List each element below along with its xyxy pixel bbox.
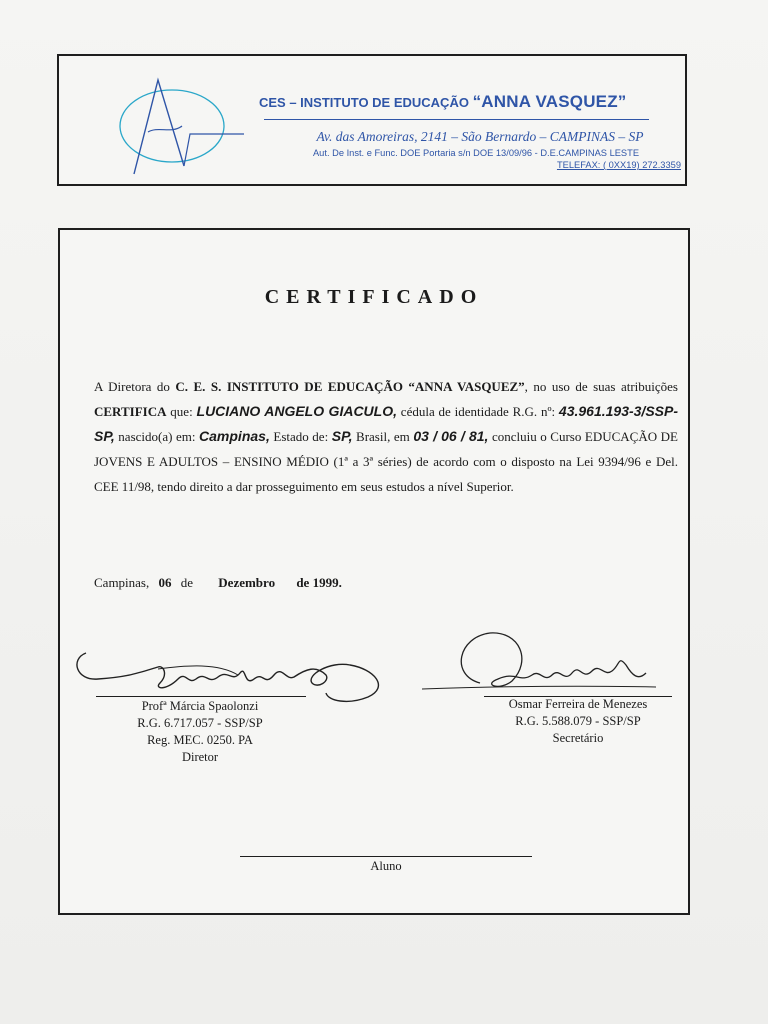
address: Av. das Amoreiras, 2141 – São Bernardo – CAMPINAS – SP [316, 129, 644, 144]
institute-prefix: CES – INSTITUTO DE EDUCAÇÃO [259, 95, 469, 110]
date-day: 06 [158, 575, 172, 590]
director-reg: Reg. MEC. 0250. PA [147, 733, 253, 747]
text-part: , no uso de suas atribuições [524, 379, 678, 394]
text-part: A Diretora do [94, 379, 176, 394]
telefax: TELEFAX: ( 0XX19) 272.3359 [556, 160, 681, 170]
director-signatory [80, 698, 320, 766]
institute-title [259, 92, 679, 112]
certifica-word: CERTIFICA [94, 404, 167, 419]
birth-date: 03 / 06 / 81, [413, 428, 489, 444]
rg-number: 43.961.193-3/SSP-SP, [94, 403, 678, 444]
secretary-role: Secretário [552, 731, 604, 745]
institute-logo-icon [114, 74, 244, 184]
certificate-frame [58, 228, 690, 915]
birth-state: SP, [331, 428, 353, 444]
issue-date [94, 575, 494, 591]
text-part: Brasil, em [352, 429, 414, 444]
secretary-signature-icon [420, 625, 670, 705]
certificate-body [94, 374, 678, 499]
secretary-rg: R.G. 5.588.079 - SSP/SP [515, 714, 641, 728]
director-name: Profª Márcia Spaolonzi [141, 699, 259, 713]
date-city: Campinas, [94, 575, 150, 590]
text-part: concluiu o Curso EDUCAÇÃO DE JOVENS E ADULTOS – ENSINO MÉDIO (1ª a 3ª séries) de acordo com o disposto na Lei 9394/96 e Del. CEE 11/98, tendo direito a dar prosseguimento em seus estudos a nível Superior. [94, 429, 678, 494]
text-part: Estado de: [269, 429, 332, 444]
letterhead [57, 54, 687, 186]
secretary-signatory [464, 696, 692, 747]
text-part: nascido(a) em: [114, 429, 200, 444]
director-rg: R.G. 6.717.057 - SSP/SP [137, 716, 263, 730]
date-month: Dezembro [218, 575, 276, 590]
date-de: de [180, 575, 194, 590]
student-signature-line [240, 856, 532, 857]
text-part: que: [166, 404, 197, 419]
text-part: cédula de identidade R.G. nº: [397, 404, 559, 419]
date-year: de 1999. [296, 575, 342, 590]
director-signature-line [96, 696, 306, 697]
secretary-name: Osmar Ferreira de Menezes [508, 697, 648, 711]
authorization-line: Aut. De Inst. e Func. DOE Portaria s/n DOE 13/09/96 - D.E.CAMPINAS LESTE [312, 148, 640, 158]
header-divider [264, 119, 649, 120]
certificate-title: CERTIFICADO [264, 286, 484, 308]
student-name: LUCIANO ANGELO GIACULO, [196, 403, 397, 419]
institute-name-bold: C. E. S. INSTITUTO DE EDUCAÇÃO “ANNA VASQUEZ” [175, 379, 525, 394]
director-role: Diretor [181, 750, 219, 764]
student-label: Aluno [370, 859, 402, 873]
birth-city: Campinas, [199, 428, 270, 444]
institute-name: “ANNA VASQUEZ” [472, 92, 627, 111]
